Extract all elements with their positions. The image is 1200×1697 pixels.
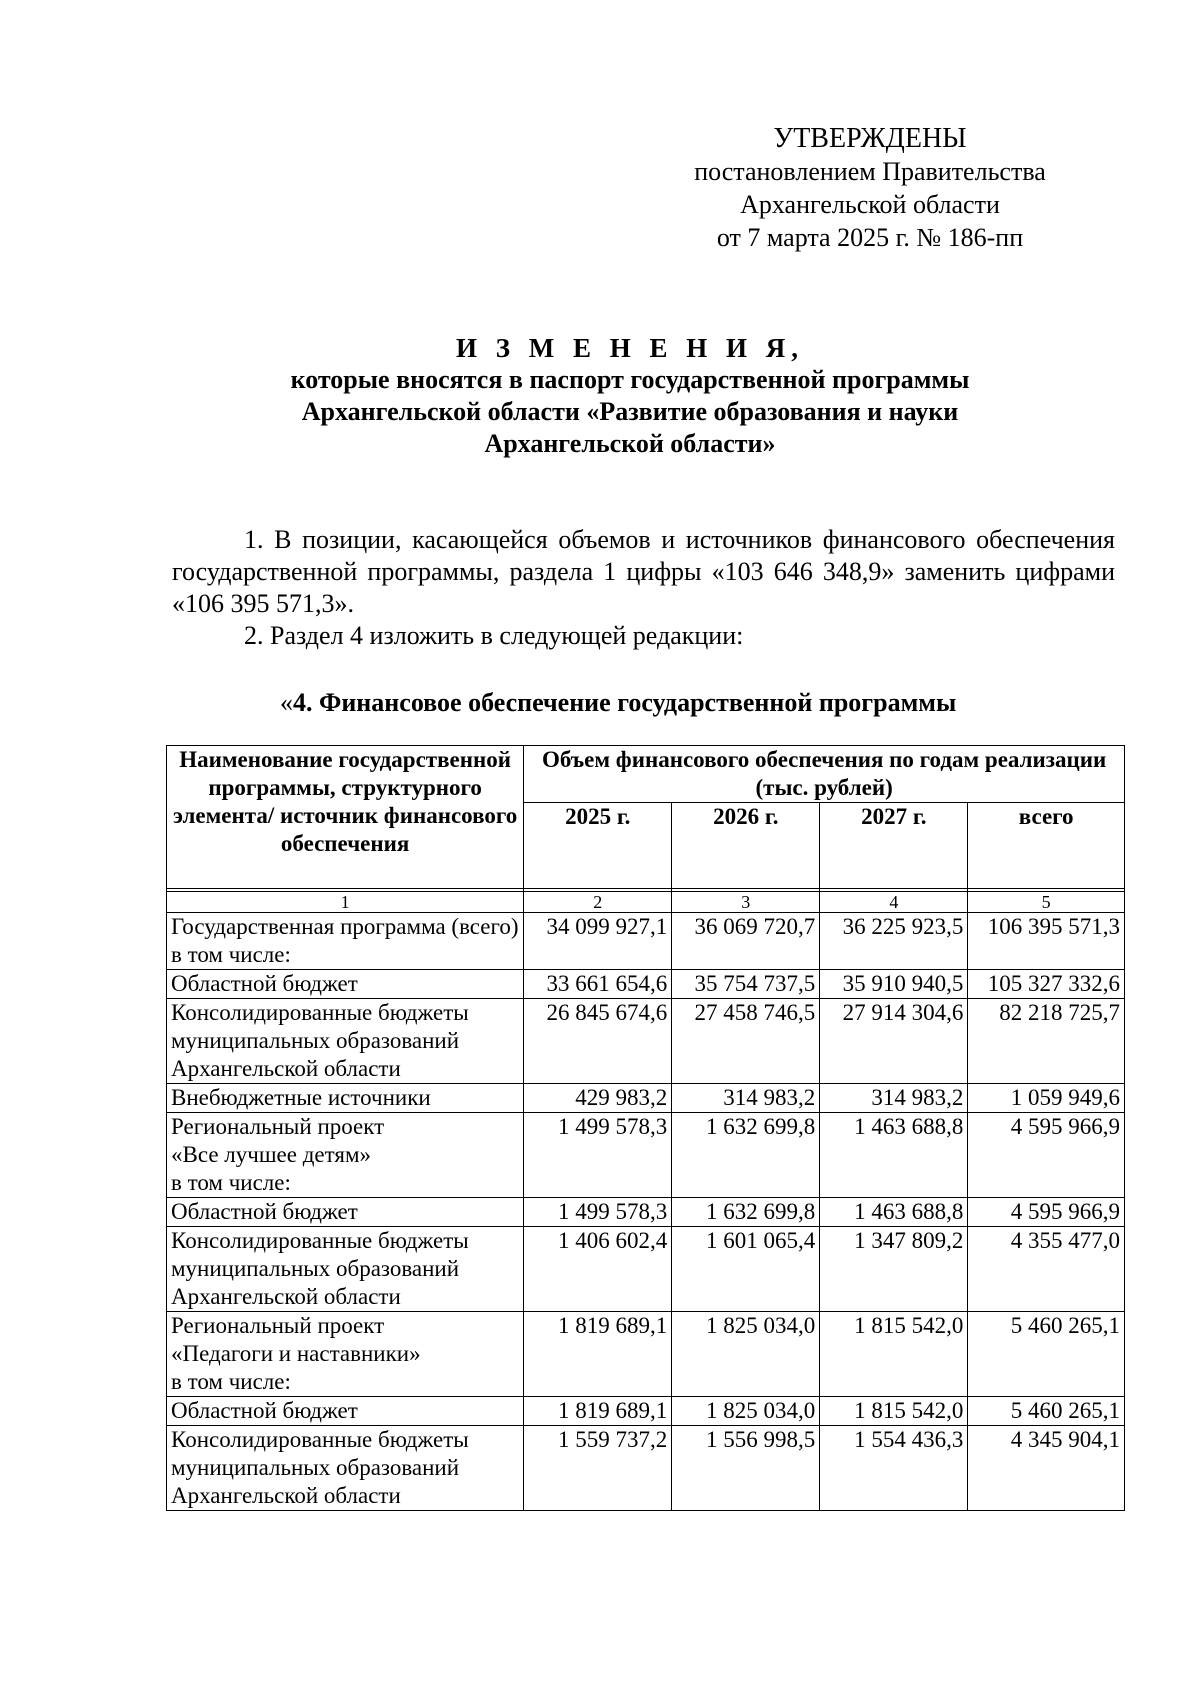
index-cell: 3 bbox=[672, 892, 820, 913]
title-line-3: Архангельской области» bbox=[484, 429, 776, 458]
row-value-total: 4 345 904,1 bbox=[968, 1426, 1125, 1511]
row-value-2025: 1 499 578,3 bbox=[524, 1113, 672, 1198]
row-value-2026: 35 754 737,5 bbox=[672, 970, 820, 999]
table-row bbox=[167, 1084, 1125, 1113]
row-value-2025: 1 819 689,1 bbox=[524, 1397, 672, 1426]
section-title bbox=[280, 688, 956, 718]
row-value-2027: 35 910 940,5 bbox=[820, 970, 968, 999]
row-value-2027: 1 815 542,0 bbox=[820, 1397, 968, 1426]
header-2026: 2026 г. bbox=[672, 803, 820, 889]
row-value-total: 4 595 966,9 bbox=[968, 1113, 1125, 1198]
row-name-cell: Региональный проект «Педагоги и наставники» в том числе: bbox=[167, 1312, 524, 1397]
row-value-2026: 1 825 034,0 bbox=[672, 1397, 820, 1426]
approval-line-2: постановлением Правительства bbox=[694, 157, 1046, 186]
row-value-2025: 26 845 674,6 bbox=[524, 999, 672, 1084]
table-row bbox=[167, 970, 1125, 999]
row-name-cell: Региональный проект «Все лучшее детям» в том числе: bbox=[167, 1113, 524, 1198]
row-value-2027: 1 463 688,8 bbox=[820, 1198, 968, 1227]
row-value-2027: 1 815 542,0 bbox=[820, 1312, 968, 1397]
row-value-total: 105 327 332,6 bbox=[968, 970, 1125, 999]
table-header-row bbox=[167, 746, 1125, 803]
header-total: всего bbox=[968, 803, 1125, 889]
row-value-2027: 27 914 304,6 bbox=[820, 999, 968, 1084]
section-title-text: 4. Финансовое обеспечение государственной программы bbox=[293, 688, 957, 717]
row-value-2025: 33 661 654,6 bbox=[524, 970, 672, 999]
approval-line-4: от 7 марта 2025 г. № 186-пп bbox=[716, 223, 1024, 252]
body-text bbox=[172, 524, 1115, 652]
row-value-2025: 429 983,2 bbox=[524, 1084, 672, 1113]
row-value-2026: 1 556 998,5 bbox=[672, 1426, 820, 1511]
title-line-1: которые вносятся в паспорт государственной программы bbox=[290, 365, 970, 394]
document-title bbox=[160, 332, 1100, 460]
table-row bbox=[167, 1312, 1125, 1397]
row-value-2025: 34 099 927,1 bbox=[524, 913, 672, 970]
table-row bbox=[167, 913, 1125, 970]
row-name-cell: Государственная программа (всего) в том числе: bbox=[167, 913, 524, 970]
row-value-2026: 1 825 034,0 bbox=[672, 1312, 820, 1397]
row-name-cell: Консолидированные бюджеты муниципальных образований Архангельской области bbox=[167, 1227, 524, 1312]
row-name-cell: Консолидированные бюджеты муниципальных образований Архангельской области bbox=[167, 999, 524, 1084]
table-row bbox=[167, 1227, 1125, 1312]
paragraph-1: 1. В позиции, касающейся объемов и источников финансового обеспечения государственной программы, раздела 1 цифры «103 646 348,9» заменить цифрами «106 395 571,3». bbox=[172, 525, 1115, 618]
table-row bbox=[167, 1198, 1125, 1227]
row-value-2026: 314 983,2 bbox=[672, 1084, 820, 1113]
row-value-2025: 1 499 578,3 bbox=[524, 1198, 672, 1227]
row-value-2025: 1 559 737,2 bbox=[524, 1426, 672, 1511]
index-cell: 5 bbox=[968, 892, 1125, 913]
row-value-2026: 1 632 699,8 bbox=[672, 1198, 820, 1227]
index-cell: 4 bbox=[820, 892, 968, 913]
row-value-total: 1 059 949,6 bbox=[968, 1084, 1125, 1113]
row-value-total: 106 395 571,3 bbox=[968, 913, 1125, 970]
row-name-cell: Консолидированные бюджеты муниципальных образований Архангельской области bbox=[167, 1426, 524, 1511]
table-row bbox=[167, 1426, 1125, 1511]
header-volume-cell: Объем финансового обеспечения по годам реализации (тыс. рублей) bbox=[524, 746, 1125, 803]
row-value-total: 4 595 966,9 bbox=[968, 1198, 1125, 1227]
approval-block bbox=[640, 122, 1100, 254]
row-value-total: 4 355 477,0 bbox=[968, 1227, 1125, 1312]
table-row bbox=[167, 999, 1125, 1084]
row-value-2026: 1 632 699,8 bbox=[672, 1113, 820, 1198]
approval-line-3: Архангельской области bbox=[740, 190, 1000, 219]
index-cell: 1 bbox=[167, 892, 524, 913]
row-value-2027: 1 347 809,2 bbox=[820, 1227, 968, 1312]
row-value-2027: 314 983,2 bbox=[820, 1084, 968, 1113]
table-row bbox=[167, 1113, 1125, 1198]
row-name-cell: Областной бюджет bbox=[167, 1397, 524, 1426]
row-value-total: 82 218 725,7 bbox=[968, 999, 1125, 1084]
row-value-2027: 1 463 688,8 bbox=[820, 1113, 968, 1198]
table-index-row bbox=[167, 892, 1125, 913]
financing-table bbox=[166, 745, 1125, 1511]
row-value-2027: 1 554 436,3 bbox=[820, 1426, 968, 1511]
paragraph-2: 2. Раздел 4 изложить в следующей редакции: bbox=[244, 621, 744, 650]
row-value-2027: 36 225 923,5 bbox=[820, 913, 968, 970]
row-value-2026: 1 601 065,4 bbox=[672, 1227, 820, 1312]
header-2027: 2027 г. bbox=[820, 803, 968, 889]
title-heading: И З М Е Н Е Н И Я, bbox=[455, 333, 804, 363]
row-value-total: 5 460 265,1 bbox=[968, 1397, 1125, 1426]
row-value-2026: 36 069 720,7 bbox=[672, 913, 820, 970]
row-name-cell: Областной бюджет bbox=[167, 1198, 524, 1227]
row-name-cell: Областной бюджет bbox=[167, 970, 524, 999]
header-name-cell: Наименование государственной программы, структурного элемента/ источник финансового обеспечения bbox=[167, 746, 524, 889]
title-line-2: Архангельской области «Развитие образования и науки bbox=[301, 397, 959, 426]
header-2025: 2025 г. bbox=[524, 803, 672, 889]
row-value-2025: 1 819 689,1 bbox=[524, 1312, 672, 1397]
table-row bbox=[167, 1397, 1125, 1426]
index-cell: 2 bbox=[524, 892, 672, 913]
approval-heading: УТВЕРЖДЕНЫ bbox=[773, 123, 967, 154]
row-value-2025: 1 406 602,4 bbox=[524, 1227, 672, 1312]
row-name-cell: Внебюджетные источники bbox=[167, 1084, 524, 1113]
row-value-2026: 27 458 746,5 bbox=[672, 999, 820, 1084]
row-value-total: 5 460 265,1 bbox=[968, 1312, 1125, 1397]
section-title-quote: « bbox=[280, 688, 293, 717]
